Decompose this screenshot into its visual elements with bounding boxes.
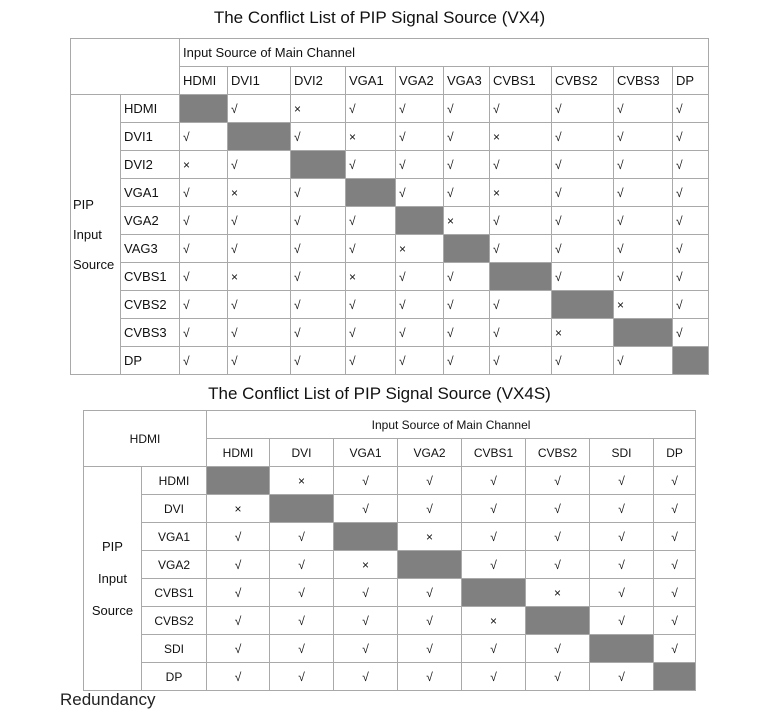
compat-cell: √	[526, 663, 590, 691]
column-header: DVI2	[291, 67, 346, 95]
pip-label-line: PIP	[73, 196, 94, 212]
main-channel-header: Input Source of Main Channel	[207, 411, 696, 439]
compat-cell: √	[228, 235, 291, 263]
compat-cell: √	[673, 319, 709, 347]
compat-cell: ×	[490, 123, 552, 151]
compat-cell: √	[552, 151, 614, 179]
pip-label-line: Source	[91, 602, 134, 618]
compat-cell: √	[462, 467, 526, 495]
row-label: DP	[121, 347, 180, 375]
compat-cell: √	[207, 663, 270, 691]
column-header: DP	[654, 439, 696, 467]
compat-cell: ×	[207, 495, 270, 523]
row-label: HDMI	[142, 467, 207, 495]
compat-cell: √	[462, 551, 526, 579]
column-header: CVBS2	[526, 439, 590, 467]
compat-cell: √	[398, 467, 462, 495]
diagonal-shaded-cell	[398, 551, 462, 579]
row-label: CVBS1	[121, 263, 180, 291]
table-row	[71, 179, 709, 207]
table-row	[71, 291, 709, 319]
row-label: CVBS1	[142, 579, 207, 607]
compat-cell: √	[552, 263, 614, 291]
compat-cell: √	[673, 123, 709, 151]
compat-cell: √	[590, 663, 654, 691]
table-row	[71, 263, 709, 291]
compat-cell: √	[334, 663, 398, 691]
row-label: DVI2	[121, 151, 180, 179]
row-label: DP	[142, 663, 207, 691]
table-row	[71, 95, 709, 123]
compat-cell: √	[346, 151, 396, 179]
compat-cell: √	[654, 579, 696, 607]
compat-cell: √	[490, 151, 552, 179]
row-label: HDMI	[121, 95, 180, 123]
pip-label-line: Source	[73, 256, 115, 272]
table-row	[71, 319, 709, 347]
compat-cell: √	[396, 319, 444, 347]
row-label: CVBS2	[121, 291, 180, 319]
table-row	[84, 467, 696, 495]
compat-cell: ×	[334, 551, 398, 579]
compat-cell: √	[291, 207, 346, 235]
compat-cell: √	[334, 495, 398, 523]
compat-cell: ×	[180, 151, 228, 179]
compat-cell: √	[526, 495, 590, 523]
table1-title: The Conflict List of PIP Signal Source (VX4)	[213, 8, 546, 27]
compat-cell: √	[346, 235, 396, 263]
compat-cell: √	[614, 123, 673, 151]
compat-cell: √	[673, 207, 709, 235]
compat-cell: √	[614, 235, 673, 263]
compat-cell: √	[614, 347, 673, 375]
compat-cell: √	[180, 347, 228, 375]
diagonal-shaded-cell	[590, 635, 654, 663]
table-row	[84, 607, 696, 635]
compat-cell: √	[228, 319, 291, 347]
diagonal-shaded-cell	[673, 347, 709, 375]
diagonal-shaded-cell	[334, 523, 398, 551]
compat-cell: √	[207, 635, 270, 663]
next-section-heading: Redundancy	[60, 690, 156, 709]
row-label: VGA2	[121, 207, 180, 235]
header-row	[84, 411, 696, 439]
row-label: DVI	[142, 495, 207, 523]
header-row	[71, 39, 709, 67]
compat-cell: √	[444, 263, 490, 291]
compat-cell: √	[270, 523, 334, 551]
diagonal-shaded-cell	[614, 319, 673, 347]
compat-cell: √	[654, 495, 696, 523]
compat-cell: √	[444, 179, 490, 207]
compat-cell: √	[346, 291, 396, 319]
compat-cell: √	[334, 635, 398, 663]
diagonal-shaded-cell	[396, 207, 444, 235]
compat-cell: √	[654, 467, 696, 495]
compat-cell: √	[444, 151, 490, 179]
compat-cell: √	[654, 635, 696, 663]
compat-cell: √	[444, 123, 490, 151]
compat-cell: √	[398, 579, 462, 607]
compat-cell: √	[590, 523, 654, 551]
compat-cell: ×	[398, 523, 462, 551]
compat-cell: √	[444, 319, 490, 347]
compat-cell: √	[490, 235, 552, 263]
column-header: VGA2	[398, 439, 462, 467]
table-row	[71, 235, 709, 263]
compat-cell: √	[654, 551, 696, 579]
compat-cell: √	[180, 235, 228, 263]
main-channel-header: Input Source of Main Channel	[180, 39, 709, 67]
compat-cell: √	[207, 523, 270, 551]
compat-cell: √	[228, 207, 291, 235]
diagonal-shaded-cell	[526, 607, 590, 635]
compat-cell: √	[673, 263, 709, 291]
column-header: CVBS1	[490, 67, 552, 95]
diagonal-shaded-cell	[654, 663, 696, 691]
compat-cell: √	[552, 207, 614, 235]
compat-cell: √	[444, 95, 490, 123]
diagonal-shaded-cell	[444, 235, 490, 263]
compat-cell: ×	[462, 607, 526, 635]
compat-cell: √	[590, 495, 654, 523]
compat-cell: ×	[270, 467, 334, 495]
compat-cell: ×	[552, 319, 614, 347]
compat-cell: √	[291, 263, 346, 291]
compat-cell: ×	[346, 123, 396, 151]
compat-cell: √	[396, 263, 444, 291]
compat-cell: √	[228, 347, 291, 375]
compat-cell: ×	[490, 179, 552, 207]
column-header: VGA1	[346, 67, 396, 95]
compat-cell: √	[270, 551, 334, 579]
compat-cell: √	[552, 347, 614, 375]
compat-cell: √	[180, 291, 228, 319]
diagonal-shaded-cell	[490, 263, 552, 291]
compat-cell: √	[346, 347, 396, 375]
compat-cell: √	[334, 607, 398, 635]
compat-cell: √	[526, 551, 590, 579]
compat-cell: √	[444, 347, 490, 375]
row-label: VGA2	[142, 551, 207, 579]
compat-cell: √	[614, 263, 673, 291]
compat-cell: √	[270, 663, 334, 691]
compat-cell: √	[462, 523, 526, 551]
compat-cell: √	[228, 95, 291, 123]
compat-cell: √	[291, 235, 346, 263]
compat-cell: √	[398, 635, 462, 663]
compat-cell: √	[526, 635, 590, 663]
conflict-table-vx4	[70, 38, 709, 375]
compat-cell: √	[444, 291, 490, 319]
table-row	[71, 207, 709, 235]
diagonal-shaded-cell	[462, 579, 526, 607]
column-header: HDMI	[207, 439, 270, 467]
row-label: VGA1	[121, 179, 180, 207]
compat-cell: √	[552, 235, 614, 263]
compat-cell: √	[526, 467, 590, 495]
table-row	[71, 347, 709, 375]
compat-cell: √	[398, 495, 462, 523]
compat-cell: √	[673, 95, 709, 123]
table-row	[84, 523, 696, 551]
row-label: VGA1	[142, 523, 207, 551]
compat-cell: √	[590, 579, 654, 607]
column-header: VGA1	[334, 439, 398, 467]
table-row	[84, 551, 696, 579]
compat-cell: √	[614, 179, 673, 207]
compat-cell: √	[552, 95, 614, 123]
compat-cell: √	[654, 523, 696, 551]
compat-cell: √	[270, 579, 334, 607]
compat-cell: √	[490, 319, 552, 347]
diagonal-shaded-cell	[552, 291, 614, 319]
compat-cell: √	[462, 663, 526, 691]
compat-cell: √	[291, 179, 346, 207]
compat-cell: √	[614, 207, 673, 235]
row-label: SDI	[142, 635, 207, 663]
pip-input-source-label	[84, 467, 142, 691]
compat-cell: ×	[228, 263, 291, 291]
compat-cell: √	[462, 495, 526, 523]
compat-cell: √	[462, 635, 526, 663]
column-header: VGA3	[444, 67, 490, 95]
diagonal-shaded-cell	[207, 467, 270, 495]
pip-label-line: Input	[73, 226, 102, 242]
compat-cell: √	[346, 95, 396, 123]
row-label: DVI1	[121, 123, 180, 151]
compat-cell: √	[490, 95, 552, 123]
diagonal-shaded-cell	[180, 95, 228, 123]
compat-cell: √	[207, 607, 270, 635]
compat-cell: √	[270, 607, 334, 635]
pip-label-line: Input	[98, 570, 127, 586]
compat-cell: √	[673, 291, 709, 319]
table-row	[71, 123, 709, 151]
column-header: DVI1	[228, 67, 291, 95]
pip-label-line: PIP	[102, 538, 123, 554]
compat-cell: √	[490, 207, 552, 235]
column-header: CVBS3	[614, 67, 673, 95]
column-header: CVBS2	[552, 67, 614, 95]
compat-cell: √	[396, 95, 444, 123]
compat-cell: √	[590, 607, 654, 635]
corner-cell	[71, 39, 180, 95]
compat-cell: √	[334, 579, 398, 607]
pip-input-source-label	[71, 95, 121, 375]
column-header: VGA2	[396, 67, 444, 95]
compat-cell: √	[590, 467, 654, 495]
compat-cell: ×	[396, 235, 444, 263]
compat-cell: √	[396, 123, 444, 151]
compat-cell: √	[552, 179, 614, 207]
compat-cell: √	[207, 551, 270, 579]
compat-cell: √	[228, 151, 291, 179]
table-row	[84, 635, 696, 663]
compat-cell: √	[526, 523, 590, 551]
compat-cell: √	[490, 347, 552, 375]
column-header: HDMI	[180, 67, 228, 95]
row-label: CVBS3	[121, 319, 180, 347]
column-header: SDI	[590, 439, 654, 467]
compat-cell: √	[552, 123, 614, 151]
diagonal-shaded-cell	[291, 151, 346, 179]
table2-title: The Conflict List of PIP Signal Source (VX4S)	[208, 384, 551, 403]
table-row	[84, 663, 696, 691]
compat-cell: √	[180, 179, 228, 207]
compat-cell: √	[180, 319, 228, 347]
compat-cell: √	[614, 151, 673, 179]
table-row	[71, 151, 709, 179]
compat-cell: √	[590, 551, 654, 579]
compat-cell: √	[673, 179, 709, 207]
compat-cell: √	[207, 579, 270, 607]
compat-cell: √	[270, 635, 334, 663]
compat-cell: ×	[526, 579, 590, 607]
compat-cell: √	[346, 319, 396, 347]
compat-cell: √	[396, 347, 444, 375]
compat-cell: ×	[228, 179, 291, 207]
table-row	[84, 495, 696, 523]
compat-cell: √	[673, 151, 709, 179]
conflict-table-vx4s	[83, 410, 696, 691]
compat-cell: √	[291, 123, 346, 151]
column-header: CVBS1	[462, 439, 526, 467]
compat-cell: √	[396, 291, 444, 319]
compat-cell: √	[334, 467, 398, 495]
compat-cell: √	[654, 607, 696, 635]
column-header: DVI	[270, 439, 334, 467]
compat-cell: √	[398, 663, 462, 691]
compat-cell: ×	[614, 291, 673, 319]
row-label: CVBS2	[142, 607, 207, 635]
compat-cell: √	[180, 207, 228, 235]
compat-cell: √	[346, 207, 396, 235]
compat-cell: ×	[291, 95, 346, 123]
diagonal-shaded-cell	[346, 179, 396, 207]
compat-cell: √	[396, 151, 444, 179]
compat-cell: ×	[444, 207, 490, 235]
compat-cell: √	[673, 235, 709, 263]
compat-cell: √	[180, 263, 228, 291]
compat-cell: √	[490, 291, 552, 319]
row-label: VAG3	[121, 235, 180, 263]
table-row	[84, 579, 696, 607]
compat-cell: √	[291, 291, 346, 319]
diagonal-shaded-cell	[270, 495, 334, 523]
compat-cell: √	[614, 95, 673, 123]
corner-cell: HDMI	[84, 411, 207, 467]
compat-cell: √	[228, 291, 291, 319]
column-header: DP	[673, 67, 709, 95]
compat-cell: √	[291, 347, 346, 375]
compat-cell: ×	[346, 263, 396, 291]
diagonal-shaded-cell	[228, 123, 291, 151]
compat-cell: √	[291, 319, 346, 347]
compat-cell: √	[398, 607, 462, 635]
compat-cell: √	[396, 179, 444, 207]
compat-cell: √	[180, 123, 228, 151]
